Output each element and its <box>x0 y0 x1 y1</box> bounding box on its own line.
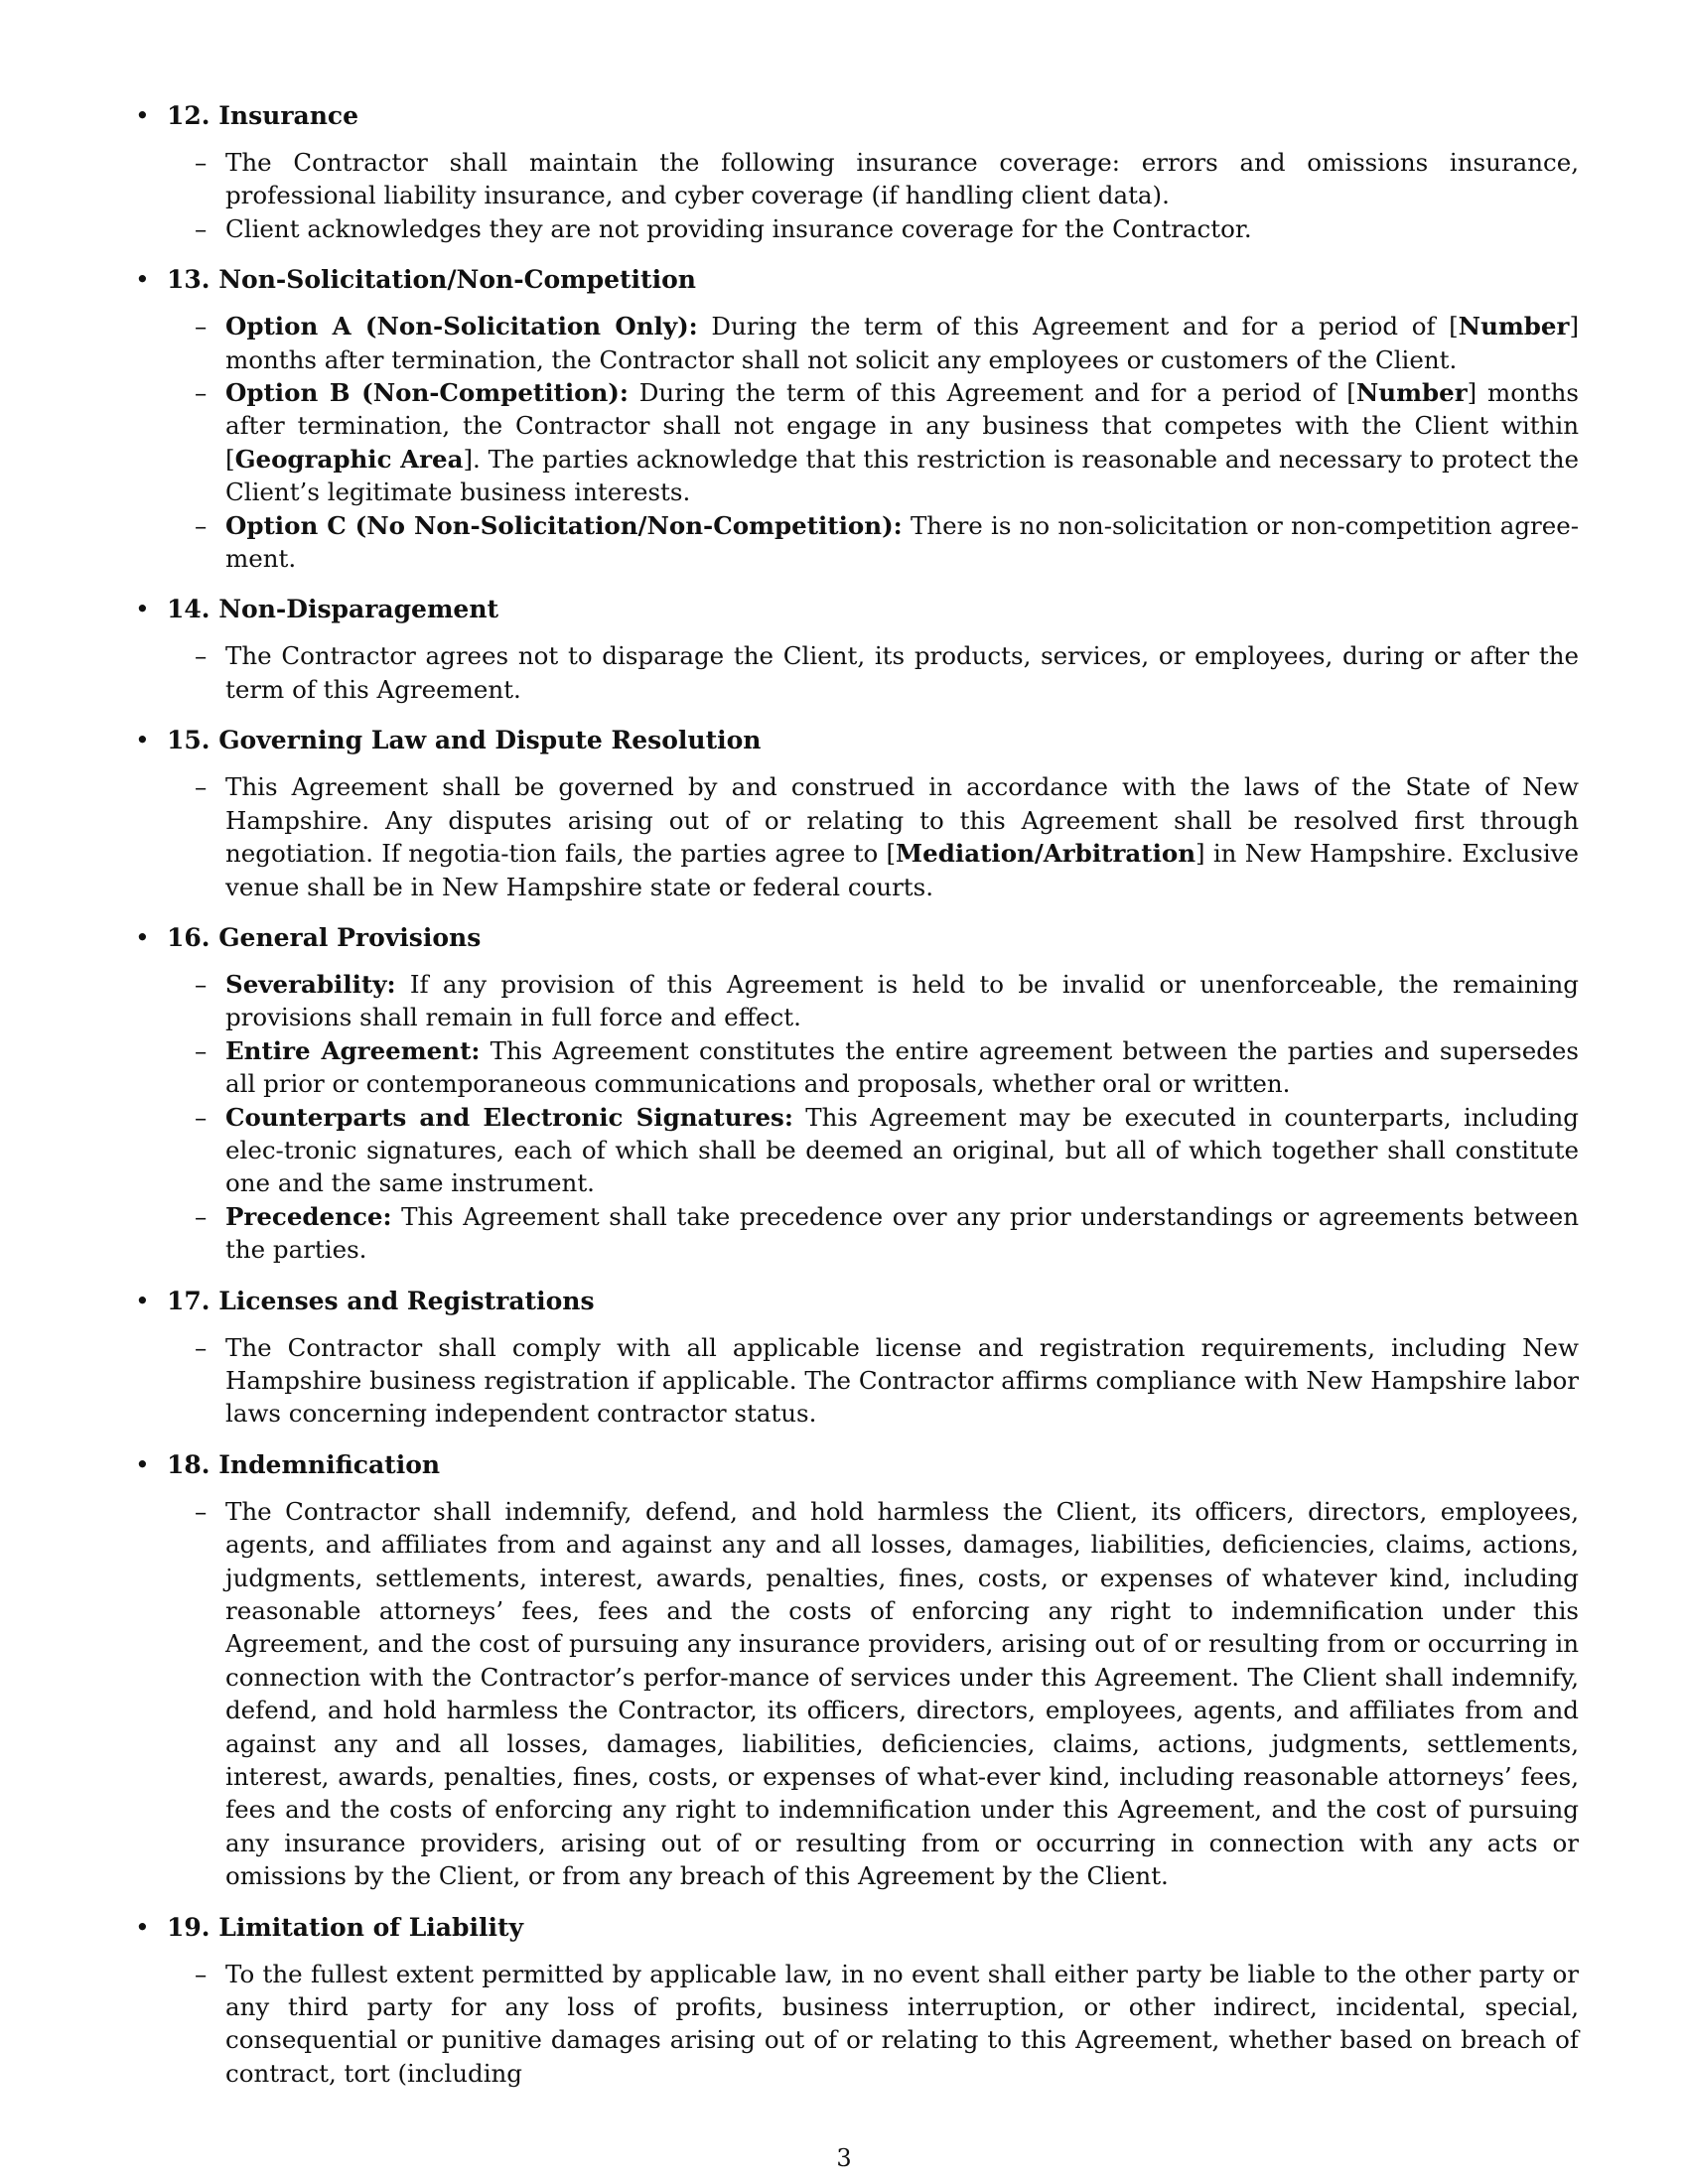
section-heading <box>129 593 1579 625</box>
clause-item <box>129 509 1579 576</box>
clause-text: There is no non-solicitation or non-competition agree-ment. <box>225 510 1579 574</box>
clause-text: Client acknowledges they are not providing insurance coverage for the Contractor. <box>225 213 1252 243</box>
page-number: 3 <box>836 2144 852 2172</box>
section <box>129 263 1579 575</box>
clause-text: During the term of this Agreement and for a period of [ <box>628 378 1356 408</box>
section <box>129 724 1579 903</box>
clause-text: The Contractor shall indemnify, defend, and hold harmless the Client, its officers, directors, employees, agents, and affiliates from and against any and all losses, damages, liabilities, deficiencies, claims, actions, judgments, settlements, interest, awards, penalties, fines, costs, or expenses of whatever kind, including reasonable attorneys’ fees, fees and the costs of enforcing any right to indemnification under this Agreement, and the cost of pursuing any insurance providers, arising out of or resulting from or occurring in connection with the Contractor’s perfor-mance of services under this Agreement. The Client shall indemnify, defend, and hold harmless the Contractor, its officers, directors, employees, agents, and affiliates from and against any and all losses, damages, liabilities, deficiencies, claims, actions, judgments, settlements, interest, awards, penalties, fines, costs, or expenses of what-ever kind, including reasonable attorneys’ fees, fees and the costs of enforcing any right to indemnification under this Agreement, and the cost of pursuing any insurance providers, arising out of or resulting from or occurring in connection with any acts or omissions by the Client, or from any breach of this Agreement by the Client. <box>225 1496 1579 1891</box>
clause-item <box>129 1034 1579 1101</box>
section-heading-text: 15. Governing Law and Dispute Resolution <box>167 726 762 755</box>
dash-marker: – <box>195 641 208 671</box>
bullet-marker: • <box>135 726 150 755</box>
section-heading <box>129 1285 1579 1317</box>
dash-marker: – <box>195 213 208 243</box>
clause-item <box>129 212 1579 245</box>
clause-emphasis: Number <box>1355 378 1468 408</box>
clause-text: The Contractor agrees not to disparage the Client, its products, services, or employees, during or after the term of this Agreement. <box>225 641 1579 704</box>
clause-emphasis: Option A (Non-Solicitation Only): <box>225 312 698 341</box>
clause-item <box>129 968 1579 1034</box>
dash-marker: – <box>195 969 208 999</box>
dash-marker: – <box>195 1102 208 1132</box>
section-heading <box>129 724 1579 756</box>
bullet-marker: • <box>135 265 150 295</box>
clause-item <box>129 1101 1579 1200</box>
clause-text: The Contractor shall comply with all applicable license and registration requirements, including New Hampshire business registration if applicable. The Contractor affirms compliance with New Hampshire labor laws concerning independent contractor status. <box>225 1332 1579 1429</box>
clause-text: This Agreement constitutes the entire agreement between the parties and supersedes all prior or contemporaneous communications and proposals, whether oral or written. <box>225 1035 1579 1099</box>
dash-marker: – <box>195 510 208 540</box>
dash-marker: – <box>195 1959 208 1988</box>
clause-text: ] in New Hampshire. Exclusive venue shall be in New Hampshire state or federal courts. <box>225 839 1580 901</box>
section-heading-text: 18. Indemnification <box>167 1449 441 1479</box>
clause-item <box>129 1958 1579 2091</box>
section-heading-text: 16. General Provisions <box>167 922 482 952</box>
bullet-marker: • <box>135 922 150 952</box>
dash-marker: – <box>195 772 208 802</box>
clause-text: ]. The parties acknowledge that this restriction is reasonable and necessary to protect the Client’s legitimate business interests. <box>225 444 1579 507</box>
dash-marker: – <box>195 148 208 177</box>
section-heading <box>129 99 1579 132</box>
section <box>129 921 1579 1267</box>
section-heading-text: 17. Licenses and Registrations <box>167 1286 595 1315</box>
clause-emphasis: Number <box>1458 312 1570 341</box>
clause-item <box>129 146 1579 212</box>
dash-marker: – <box>195 312 208 341</box>
bullet-marker: • <box>135 101 150 130</box>
section <box>129 99 1579 245</box>
dash-marker: – <box>195 1201 208 1231</box>
clause-text: ] months after termination, the Contractor shall not solicit any employees or customers of the Client. <box>225 312 1579 374</box>
bullet-marker: • <box>135 595 150 624</box>
clause-text: ] months after termination, the Contractor shall not engage in any business that competes with the Client within [ <box>225 378 1579 474</box>
clause-item <box>129 1200 1579 1267</box>
clause-emphasis: Precedence: <box>225 1201 392 1231</box>
clause-item <box>129 1331 1579 1431</box>
section-heading <box>129 1911 1579 1944</box>
clause-text: This Agreement shall be governed by and construed in accordance with the laws of the State of New Hampshire. Any disputes arising out of or relating to this Agreement shall be resolved first through negotiation. If negotia-tion fails, the parties agree to [ <box>225 772 1579 869</box>
clause-text: The Contractor shall maintain the following insurance coverage: errors and omissions insurance, professional liability insurance, and cyber coverage (if handling client data). <box>225 148 1579 210</box>
clause-text: If any provision of this Agreement is held to be invalid or unenforceable, the remaining provisions shall remain in full force and effect. <box>225 969 1579 1032</box>
clause-item <box>129 310 1579 376</box>
section <box>129 1285 1579 1431</box>
clause-text: To the fullest extent permitted by applicable law, in no event shall either party be liable to the other party or any third party for any loss of profits, business interruption, or other indirect, incidental, special, consequential or punitive damages arising out of or relating to this Agreement, whether based on breach of contract, tort (including <box>225 1959 1579 2088</box>
section-heading-text: 12. Insurance <box>167 101 358 130</box>
section-heading-text: 19. Limitation of Liability <box>167 1912 524 1942</box>
clause-item <box>129 639 1579 706</box>
dash-marker: – <box>195 1035 208 1065</box>
section-heading <box>129 263 1579 296</box>
clause-emphasis: Option B (Non-Competition): <box>225 378 629 408</box>
document-page <box>129 99 1579 2108</box>
clause-item <box>129 1495 1579 1893</box>
bullet-marker: • <box>135 1286 150 1315</box>
clause-item <box>129 770 1579 903</box>
dash-marker: – <box>195 1496 208 1526</box>
dash-marker: – <box>195 1332 208 1362</box>
section <box>129 1911 1579 2091</box>
clause-item <box>129 376 1579 509</box>
clause-emphasis: Counterparts and Electronic Signatures: <box>225 1102 793 1132</box>
section <box>129 1448 1579 1893</box>
clause-emphasis: Option C (No Non-Solicitation/Non-Competition): <box>225 510 903 540</box>
clause-emphasis: Entire Agreement: <box>225 1035 481 1065</box>
clause-text: This Agreement shall take precedence over any prior understandings or agreements between the parties. <box>225 1201 1579 1265</box>
bullet-marker: • <box>135 1912 150 1942</box>
clause-text: During the term of this Agreement and for a period of [ <box>697 312 1459 341</box>
section-heading <box>129 921 1579 954</box>
clause-emphasis: Geographic Area <box>234 444 464 474</box>
clause-emphasis: Severability: <box>225 969 396 999</box>
section <box>129 593 1579 706</box>
section-heading-text: 13. Non-Solicitation/Non-Competition <box>167 265 696 295</box>
section-heading-text: 14. Non-Disparagement <box>167 595 499 624</box>
section-heading <box>129 1448 1579 1481</box>
clause-emphasis: Mediation/Arbitration <box>896 839 1196 869</box>
clause-text: This Agreement may be executed in counterparts, including elec-tronic signatures, each of which shall be deemed an original, but all of which together shall constitute one and the same instrument. <box>225 1102 1579 1198</box>
dash-marker: – <box>195 378 208 408</box>
bullet-marker: • <box>135 1449 150 1479</box>
